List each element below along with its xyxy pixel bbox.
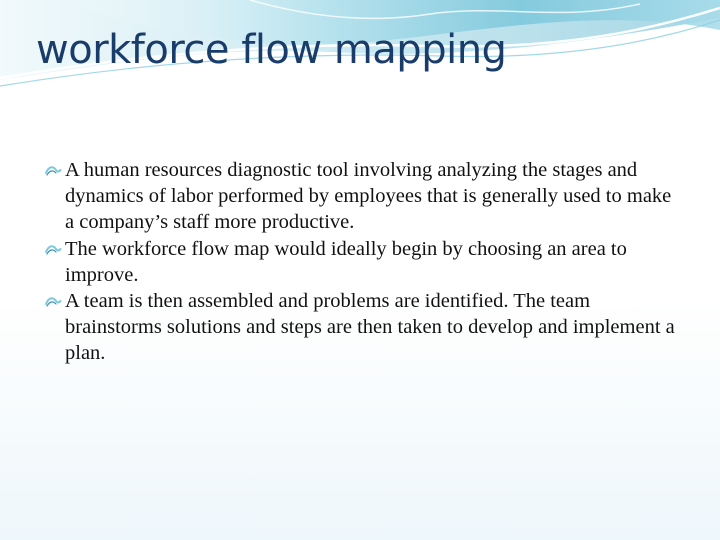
wave-bullet-icon <box>44 240 62 258</box>
bullet-text: A human resources diagnostic tool involving analyzing the stages and dynamics of labor performed by employees that is generally used to make a company’s staff more productive. <box>65 159 672 234</box>
bullet-text: A team is then assembled and problems are identified. The team brainstorms solutions and steps are then taken to develop and implement a plan. <box>65 290 675 365</box>
bullet-list <box>44 157 684 367</box>
bullet-text: The workforce flow map would ideally begin by choosing an area to improve. <box>65 237 627 286</box>
wave-bullet-icon <box>44 161 62 179</box>
wave-bullet-icon <box>44 292 62 310</box>
bullet-item <box>44 157 684 236</box>
bullet-item <box>44 236 684 288</box>
slide-title: workforce flow mapping <box>36 27 507 73</box>
bullet-item <box>44 288 684 367</box>
